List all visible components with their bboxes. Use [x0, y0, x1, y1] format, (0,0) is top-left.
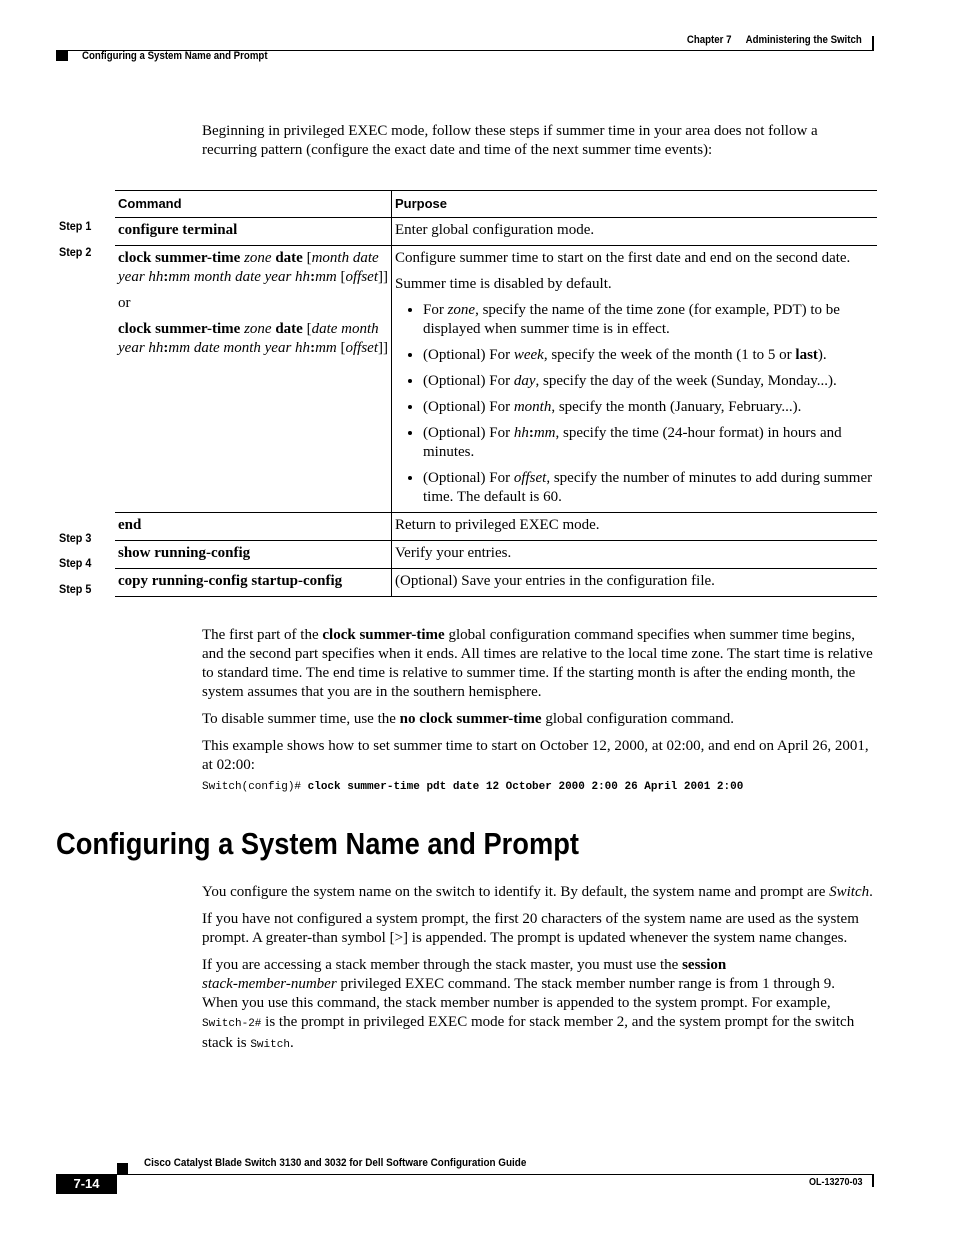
code-command: clock summer-time pdt date 12 October 2000 2:00 26 April 2001 2:00	[307, 781, 744, 793]
step-label: Step 4	[59, 556, 92, 570]
chapter-number: Chapter 7	[687, 34, 732, 46]
code-prompt: Switch(config)#	[202, 781, 308, 793]
list-item: • (Optional) For week, specify the week of the month (1 to 5 or last).	[423, 346, 874, 365]
step-label: Step 3	[59, 531, 92, 545]
purpose-text: Summer time is disabled by default.	[395, 276, 612, 292]
table-header-row	[115, 191, 877, 218]
page-number: 7-14	[56, 1174, 117, 1194]
or-separator: or	[118, 295, 131, 311]
running-header	[687, 34, 862, 46]
section-header: Configuring a System Name and Prompt	[82, 50, 268, 62]
parameter-list	[395, 301, 874, 507]
purpose-cell	[392, 246, 878, 513]
footer-rule	[117, 1174, 874, 1175]
command-syntax-a: clock summer-time zone date [month date year hh:mm month date year hh:mm [offset]]	[118, 250, 388, 285]
command-cell: configure terminal	[115, 218, 392, 246]
table-row	[115, 246, 877, 513]
list-item: • (Optional) For month, specify the month (January, February...).	[423, 398, 874, 417]
purpose-cell: (Optional) Save your entries in the configuration file.	[392, 569, 878, 597]
column-header-command: Command	[115, 191, 392, 218]
code-example	[202, 781, 743, 793]
command-cell	[115, 246, 392, 513]
command-syntax-b: clock summer-time zone date [date month year hh:mm date month year hh:mm [offset]]	[118, 321, 388, 356]
list-item: • (Optional) For offset, specify the number of minutes to add during summer time. The default is 60.	[423, 469, 874, 507]
command-cell: show running-config	[115, 541, 392, 569]
list-item: • (Optional) For day, specify the day of the week (Sunday, Monday...).	[423, 372, 874, 391]
table-row	[115, 569, 877, 597]
paragraph: You configure the system name on the switch to identify it. By default, the system name and prompt are Switch.	[202, 884, 873, 900]
footer-marker	[117, 1163, 128, 1174]
explanation-block	[202, 626, 874, 783]
command-table	[115, 190, 877, 597]
purpose-text: Configure summer time to start on the first date and end on the second date.	[395, 250, 851, 266]
table-row	[115, 513, 877, 541]
purpose-cell: Verify your entries.	[392, 541, 878, 569]
guide-title: Cisco Catalyst Blade Switch 3130 and 3032 for Dell Software Configuration Guide	[144, 1157, 527, 1169]
table-row	[115, 541, 877, 569]
column-header-purpose: Purpose	[392, 191, 878, 218]
table-row	[115, 218, 877, 246]
command-cell: end	[115, 513, 392, 541]
command-cell: copy running-config startup-config	[115, 569, 392, 597]
footer-tick	[872, 1175, 874, 1187]
chapter-title: Administering the Switch	[745, 34, 862, 46]
section-body	[202, 883, 874, 1063]
paragraph: The first part of the clock summer-time global configuration command specifies when summer time begins, and the second part specifies when it ends. All times are relative to the local time zone. The start time is relative to standard time. The end time is relative to summer time. If the starting month is after the ending month, the system assumes that you are in the southern hemisphere.	[202, 627, 873, 700]
step-label: Step 5	[59, 582, 92, 596]
intro-paragraph	[202, 122, 874, 168]
list-item: • For zone, specify the name of the time zone (for example, PDT) to be displayed when summer time is in effect.	[423, 301, 874, 339]
intro-text: Beginning in privileged EXEC mode, follow these steps if summer time in your area does not follow a recurring pattern (configure the exact date and time of the next summer time events):	[202, 123, 818, 158]
paragraph: To disable summer time, use the no clock summer-time global configuration command.	[202, 711, 735, 727]
header-marker	[56, 51, 68, 61]
list-item: • (Optional) For hh:mm, specify the time (24-hour format) in hours and minutes.	[423, 424, 874, 462]
step-label: Step 2	[59, 245, 92, 259]
paragraph: This example shows how to set summer time to start on October 12, 2000, at 02:00, and end on April 26, 2001, at 02:00:	[202, 738, 869, 773]
paragraph: If you are accessing a stack member through the stack master, you must use the session stack-member-number privileged EXEC command. The stack member number range is from 1 through 9. When you use this command, the stack member number is appended to the system prompt. For example, Switch-2# is the prompt in privileged EXEC mode for stack member 2, and the system prompt for the switch stack is Switch.	[202, 957, 855, 1051]
purpose-cell: Return to privileged EXEC mode.	[392, 513, 878, 541]
document-number: OL-13270-03	[808, 1177, 862, 1188]
step-label: Step 1	[59, 219, 92, 233]
paragraph: If you have not configured a system prompt, the first 20 characters of the system name are used as the system prompt. A greater-than symbol [>] is appended. The prompt is updated whenever the system name changes.	[202, 911, 859, 946]
header-tick	[872, 36, 874, 50]
section-heading: Configuring a System Name and Prompt	[56, 826, 579, 861]
purpose-cell: Enter global configuration mode.	[392, 218, 878, 246]
